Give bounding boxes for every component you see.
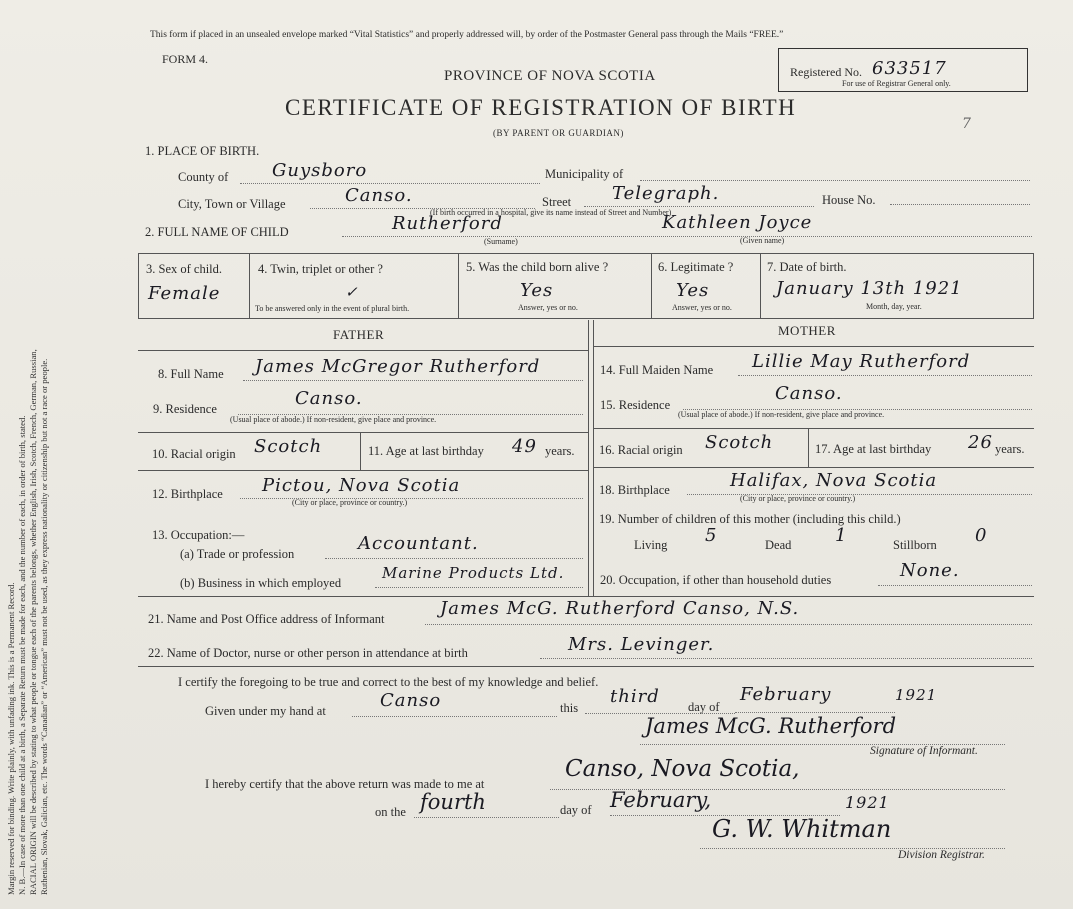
father-occupation-label: 13. Occupation:—	[152, 528, 245, 542]
side-note-3: RACIAL ORIGIN will be described by stating to what people or tongue each of the parents belongs, whether English, Irish, Scotch, French, German, Russian,	[28, 349, 38, 895]
county-value: Guysboro	[272, 160, 368, 181]
certify-year: 1921	[895, 686, 938, 704]
legit-note: Answer, yes or no.	[672, 303, 732, 312]
informant-label: 21. Name and Post Office address of Informant	[148, 612, 385, 626]
stillborn-label: Stillborn	[893, 538, 937, 552]
registrar-day-of-label: day of	[560, 803, 592, 817]
certify-month: February	[740, 684, 832, 705]
certify-statement: I certify the foregoing to be true and correct to the best of my knowledge and belief.	[178, 675, 599, 689]
given-under-label: Given under my hand at	[205, 704, 326, 718]
side-note-4: Ruthenian, Slovak, Galician, etc. The words “Canadian” or “American” must not be used, as they express nationality or citizenship but not a race or people.	[39, 358, 49, 895]
legit-label: 6. Legitimate ?	[658, 260, 734, 274]
on-the-label: on the	[375, 805, 406, 819]
mother-residence-note: (Usual place of abode.) If non-resident, give place and province.	[678, 410, 885, 419]
registrar-year: 1921	[845, 793, 890, 812]
dead-count: 1	[835, 525, 848, 546]
children-count-label: 19. Number of children of this mother (including this child.)	[599, 512, 901, 526]
form-number: FORM 4.	[162, 52, 209, 66]
legit-value: Yes	[676, 280, 710, 301]
father-years: years.	[545, 444, 575, 458]
mother-birthplace-note: (City or place, province or country.)	[740, 494, 856, 503]
mother-residence: Canso.	[775, 383, 843, 404]
certify-place: Canso	[380, 690, 442, 711]
father-birthplace: Pictou, Nova Scotia	[262, 475, 461, 496]
city-value: Canso.	[345, 185, 413, 206]
top-notice: This form if placed in an unsealed envelope marked “Vital Statistics” and properly addressed will, by order of the Postmaster General pass through the Mails “FREE.”	[150, 30, 784, 40]
father-race: Scotch	[254, 436, 323, 457]
street-value: Telegraph.	[612, 183, 720, 204]
mother-birthplace-label: 18. Birthplace	[599, 483, 670, 497]
registered-note: For use of Registrar General only.	[842, 79, 951, 88]
side-note-1: Margin reserved for binding. Write plainly, with unfading ink. This is a Permanent Record.	[6, 582, 16, 895]
certify-day: third	[610, 686, 660, 707]
certify-day-of-label: day of	[688, 700, 720, 714]
father-age-label: 11. Age at last birthday	[368, 444, 484, 458]
child-surname: Rutherford	[392, 213, 503, 234]
alive-value: Yes	[520, 280, 554, 301]
certificate-subtitle: (BY PARENT OR GUARDIAN)	[493, 128, 624, 138]
date-label: 7. Date of birth.	[767, 260, 847, 274]
informant-signature: James McG. Rutherford	[645, 714, 897, 738]
twin-note: To be answered only in the event of plural birth.	[255, 304, 410, 313]
registrar-label: Division Registrar.	[898, 849, 985, 861]
house-label: House No.	[822, 193, 876, 207]
street-label: Street	[542, 195, 572, 209]
twin-value: ✓	[345, 283, 359, 301]
province-heading: PROVINCE OF NOVA SCOTIA	[444, 68, 656, 84]
father-birthplace-label: 12. Birthplace	[152, 487, 223, 501]
municipality-label: Municipality of	[545, 167, 624, 181]
mother-age: 26	[968, 432, 993, 453]
registered-label: Registered No.	[790, 65, 862, 79]
father-race-label: 10. Racial origin	[152, 447, 236, 461]
registrar-statement: I hereby certify that the above return was made to me at	[205, 777, 485, 791]
father-age: 49	[512, 436, 537, 457]
mother-residence-label: 15. Residence	[600, 398, 671, 412]
sex-value: Female	[148, 283, 221, 304]
mother-race: Scotch	[705, 432, 774, 453]
registered-number: 633517	[872, 58, 947, 79]
given-note: (Given name)	[740, 236, 785, 245]
business-label: (b) Business in which employed	[180, 576, 342, 590]
hospital-note: (If birth occurred in a hospital, give its name instead of Street and Number)	[430, 208, 672, 217]
sex-label: 3. Sex of child.	[146, 262, 223, 276]
surname-note: (Surname)	[484, 237, 518, 246]
mother-occupation-label: 20. Occupation, if other than household duties	[600, 573, 832, 587]
this-label: this	[560, 701, 579, 715]
father-birthplace-note: (City or place, province or country.)	[292, 498, 408, 507]
place-heading: 1. PLACE OF BIRTH.	[145, 144, 260, 158]
informant-value: James McG. Rutherford Canso, N.S.	[440, 598, 800, 619]
mother-occupation: None.	[900, 560, 960, 581]
side-note-2: N. B.—In case of more than one child at a birth, a Separate Return must be made for each, and the number of each, in order of birth, stated.	[17, 415, 27, 895]
alive-note: Answer, yes or no.	[518, 303, 578, 312]
mother-age-label: 17. Age at last birthday	[815, 442, 932, 456]
registrar-month: February,	[610, 788, 712, 812]
mother-birthplace: Halifax, Nova Scotia	[730, 470, 938, 491]
doctor-value: Mrs. Levinger.	[568, 634, 715, 655]
corner-mark: 7	[962, 116, 972, 132]
mother-name: Lillie May Rutherford	[752, 351, 971, 372]
father-residence-label: 9. Residence	[153, 402, 217, 416]
side-notes	[6, 15, 50, 895]
certificate-title: CERTIFICATE OF REGISTRATION OF BIRTH	[285, 95, 797, 120]
father-residence: Canso.	[295, 388, 363, 409]
trade-label: (a) Trade or profession	[180, 547, 295, 561]
date-value: January 13th 1921	[776, 278, 963, 299]
city-label: City, Town or Village	[178, 197, 286, 211]
county-label: County of	[178, 170, 229, 184]
doctor-label: 22. Name of Doctor, nurse or other person in attendance at birth	[148, 646, 468, 660]
living-label: Living	[634, 538, 668, 552]
father-business: Marine Products Ltd.	[382, 564, 565, 582]
living-count: 5	[705, 525, 718, 546]
mother-name-label: 14. Full Maiden Name	[600, 363, 714, 377]
mother-years: years.	[995, 442, 1025, 456]
alive-label: 5. Was the child born alive ?	[466, 260, 609, 274]
signature-label: Signature of Informant.	[870, 745, 978, 757]
registrar-place: Canso, Nova Scotia,	[565, 756, 800, 782]
mother-race-label: 16. Racial origin	[599, 443, 683, 457]
father-residence-note: (Usual place of abode.) If non-resident, give place and province.	[230, 415, 437, 424]
father-name-label: 8. Full Name	[158, 367, 224, 381]
child-given-name: Kathleen Joyce	[662, 212, 813, 233]
dead-label: Dead	[765, 538, 792, 552]
registrar-day: fourth	[420, 790, 486, 814]
mother-heading: MOTHER	[778, 323, 836, 338]
twin-label: 4. Twin, triplet or other ?	[258, 262, 383, 276]
child-name-label: 2. FULL NAME OF CHILD	[145, 225, 289, 239]
date-note: Month, day, year.	[866, 302, 922, 311]
stillborn-count: 0	[975, 525, 988, 546]
registrar-signature: G. W. Whitman	[712, 815, 892, 843]
father-name: James McGregor Rutherford	[255, 356, 541, 377]
father-trade: Accountant.	[358, 533, 479, 554]
father-heading: FATHER	[333, 327, 385, 342]
